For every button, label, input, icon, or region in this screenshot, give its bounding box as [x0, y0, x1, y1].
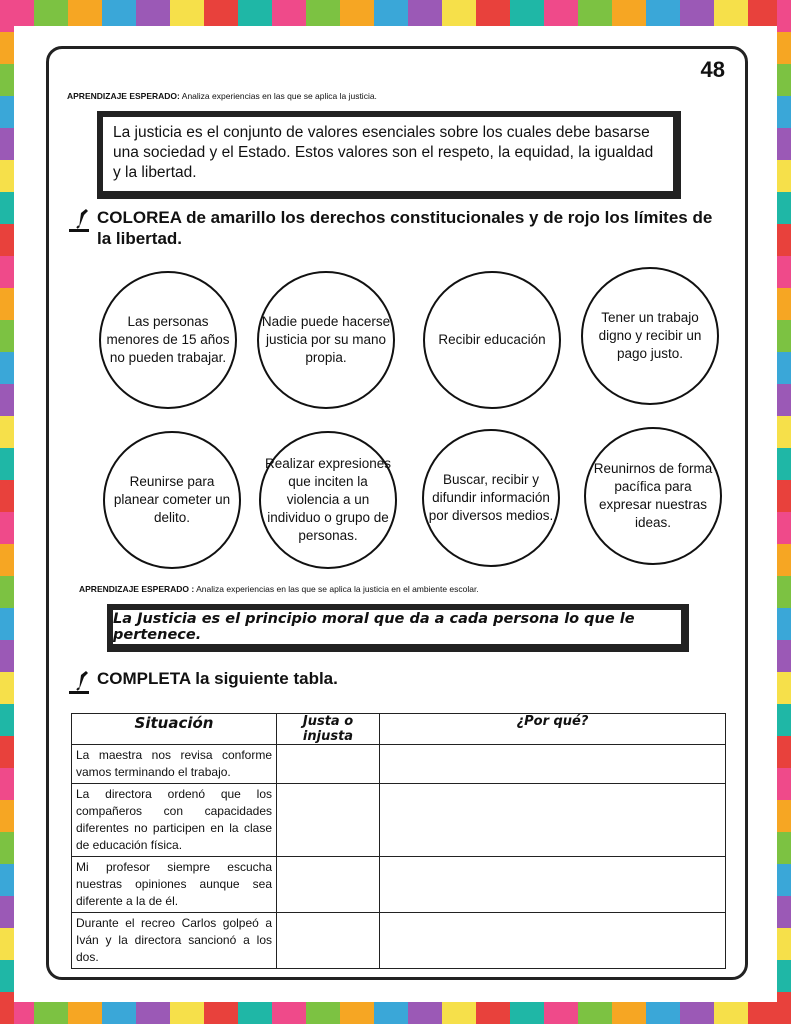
- page-number: 48: [700, 57, 725, 82]
- pencil-border-top: [0, 0, 791, 26]
- worksheet: [46, 46, 748, 980]
- por-que-cell[interactable]: [380, 913, 726, 969]
- table-row: [72, 745, 726, 784]
- por-que-cell[interactable]: [380, 857, 726, 913]
- circle-item[interactable]: Reunirnos de forma pacífica para expresar nuestras ideas.: [584, 427, 722, 565]
- situation-cell: Mi profesor siempre escucha nuestras opiniones aunque sea diferente a la de él.: [72, 857, 277, 913]
- justa-injusta-cell[interactable]: [277, 913, 380, 969]
- por-que-cell[interactable]: [380, 784, 726, 857]
- pencil-border-left: [0, 0, 14, 1024]
- justice-definition-box: La justicia es el conjunto de valores esenciales sobre los cuales debe basarse una sociedad y el Estado. Estos valores son el respeto, la equidad, la igualdad y la libertad.: [97, 111, 681, 199]
- pencil-icon: [67, 669, 91, 695]
- pencil-border-right: [777, 0, 791, 1024]
- circle-item[interactable]: Buscar, recibir y difundir información por diversos medios.: [422, 429, 560, 567]
- aprendizaje-esperado-2: [79, 584, 479, 594]
- header-justa-injusta: Justa o injusta: [277, 714, 380, 745]
- circle-item[interactable]: Las personas menores de 15 años no pueden trabajar.: [99, 271, 237, 409]
- table-instruction-text: COMPLETA la siguiente tabla.: [97, 669, 338, 688]
- aprendizaje-esperado-1: [67, 91, 377, 101]
- justa-injusta-cell[interactable]: [277, 745, 380, 784]
- aprendizaje-text: Analiza experiencias en las que se aplica la justicia.: [179, 91, 377, 101]
- coloring-instruction-text: COLOREA de amarillo los derechos constitucionales y de rojo los límites de la libertad.: [97, 208, 713, 248]
- aprendizaje-text: Analiza experiencias en las que se aplica la justicia en el ambiente escolar.: [194, 584, 479, 594]
- aprendizaje-label: APRENDIZAJE ESPERADO :: [79, 584, 195, 594]
- table-row: [72, 784, 726, 857]
- situation-cell: Durante el recreo Carlos golpeó a Iván y la directora sancionó a los dos.: [72, 913, 277, 969]
- table-header-row: [72, 714, 726, 745]
- circle-item[interactable]: Tener un trabajo digno y recibir un pago justo.: [581, 267, 719, 405]
- header-por-que: ¿Por qué?: [380, 714, 726, 745]
- circle-item[interactable]: Nadie puede hacerse justicia por su mano propia.: [257, 271, 395, 409]
- justice-table: [71, 713, 726, 969]
- pencil-icon: [67, 207, 91, 233]
- situation-cell: La directora ordenó que los compañeros con capacidades diferentes no participen en la clase de educación física.: [72, 784, 277, 857]
- table-row: [72, 913, 726, 969]
- header-situacion: Situación: [72, 714, 277, 745]
- coloring-instruction: [67, 207, 727, 249]
- circle-item[interactable]: Recibir educación: [423, 271, 561, 409]
- circle-item[interactable]: Reunirse para planear cometer un delito.: [103, 431, 241, 569]
- aprendizaje-label: APRENDIZAJE ESPERADO:: [67, 91, 180, 101]
- justice-motto-box: La Justicia es el principio moral que da a cada persona lo que le pertenece.: [107, 604, 689, 652]
- justa-injusta-cell[interactable]: [277, 784, 380, 857]
- situation-cell: La maestra nos revisa conforme vamos terminando el trabajo.: [72, 745, 277, 784]
- pencil-border-bottom: [0, 1002, 791, 1024]
- table-row: [72, 857, 726, 913]
- circle-item[interactable]: Realizar expresiones que inciten la violencia a un individuo o grupo de personas.: [259, 431, 397, 569]
- por-que-cell[interactable]: [380, 745, 726, 784]
- justa-injusta-cell[interactable]: [277, 857, 380, 913]
- table-instruction: [67, 669, 338, 695]
